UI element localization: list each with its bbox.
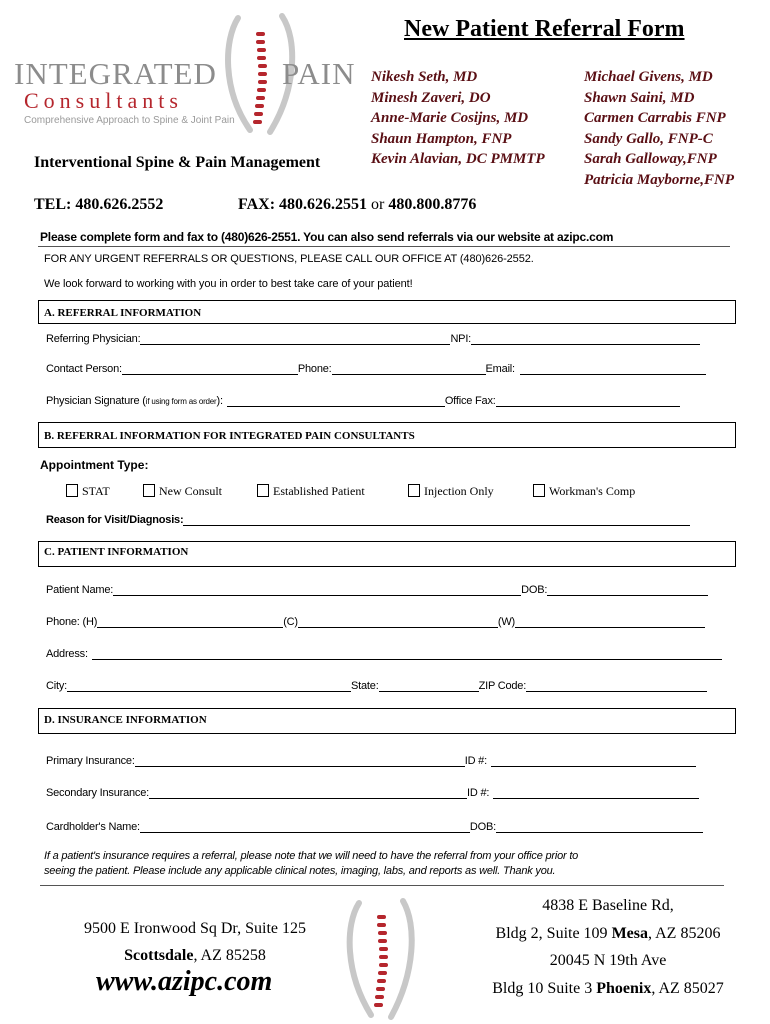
option-label: New Consult: [159, 484, 222, 498]
intro-closing: We look forward to working with you in order to best take care of your patient!: [44, 278, 413, 290]
phone-work-field[interactable]: [515, 617, 705, 628]
cardholder-label: Cardholder's Name:: [46, 821, 140, 833]
cardholder-dob-field[interactable]: [496, 822, 703, 833]
fax-or: or: [371, 196, 385, 213]
doctor-name: Shaun Hampton, FNP: [371, 130, 512, 147]
npi-field[interactable]: [471, 334, 700, 345]
state-label: State:: [351, 680, 379, 692]
primary-id-field[interactable]: [491, 756, 696, 767]
reason-row: [46, 514, 690, 526]
secondary-id-label: ID #:: [467, 787, 490, 799]
option-label: STAT: [82, 484, 110, 498]
section-a-title: A. REFERRAL INFORMATION: [44, 307, 202, 319]
doctor-name: Sandy Gallo, FNP-C: [584, 130, 713, 147]
phone-home-label: Phone: (H): [46, 616, 98, 628]
patient-phone-row: [46, 616, 705, 628]
address-label: Address:: [46, 648, 88, 660]
doctor-name: Patricia Mayborne,FNP: [584, 171, 734, 188]
spine-footer-icon: [343, 893, 419, 1021]
primary-insurance-field[interactable]: [135, 756, 465, 767]
primary-insurance-row: [46, 755, 696, 767]
footer-address-scottsdale: [67, 915, 323, 969]
dob-field[interactable]: [547, 585, 708, 596]
contact-row: [46, 363, 706, 375]
option-new-consult[interactable]: [143, 484, 222, 499]
intro-underline: [38, 246, 730, 247]
mesa-street: 4838 E Baseline Rd,: [542, 897, 674, 914]
fax-numbers: [238, 196, 476, 214]
option-label: Established Patient: [273, 484, 365, 498]
scottsdale-street: 9500 E Ironwood Sq Dr, Suite 125: [83, 920, 306, 937]
signature-row: [46, 395, 680, 407]
cardholder-dob-label: DOB:: [469, 821, 496, 833]
address-field[interactable]: [92, 649, 722, 660]
logo-word-pain: PAIN: [282, 56, 356, 91]
appointment-type-label: Appointment Type:: [40, 458, 149, 472]
phoenix-city-line: [468, 975, 748, 1003]
intro-urgent: FOR ANY URGENT REFERRALS OR QUESTIONS, PLEASE CALL OUR OFFICE AT (480)626-2552.: [44, 253, 534, 265]
scottsdale-city-line: [67, 942, 323, 969]
checkbox[interactable]: [143, 484, 155, 497]
doctor-list-left: [371, 67, 545, 170]
mesa-suite: Bldg 2, Suite 109: [495, 924, 612, 942]
scottsdale-city: Scottsdale: [124, 947, 194, 964]
insurance-note: [44, 849, 578, 879]
patient-name-label: Patient Name:: [46, 584, 114, 596]
city-label: City:: [46, 680, 68, 692]
signature-label-note: if using form as order: [145, 397, 217, 406]
checkbox[interactable]: [66, 484, 78, 497]
office-fax-field[interactable]: [496, 396, 680, 407]
referring-physician-label: Referring Physician:: [46, 333, 141, 345]
website-link[interactable]: www.azipc.com: [96, 966, 273, 997]
checkbox[interactable]: [408, 484, 420, 497]
signature-label: Physician Signature (: [46, 395, 146, 407]
tel-number: TEL: 480.626.2552: [34, 196, 164, 213]
section-d-title: D. INSURANCE INFORMATION: [44, 714, 207, 726]
logo: [14, 10, 364, 145]
logo-tagline: Comprehensive Approach to Spine & Joint Pain: [24, 115, 235, 126]
primary-insurance-label: Primary Insurance:: [46, 755, 135, 767]
doctor-name: Michael Givens, MD: [584, 69, 713, 85]
email-label: Email:: [485, 363, 515, 375]
zip-label: ZIP Code:: [478, 680, 527, 692]
signature-field[interactable]: [227, 396, 445, 407]
phone-cell-label: (C): [283, 616, 298, 628]
phone-cell-field[interactable]: [298, 617, 498, 628]
phoenix-suite: Bldg 10 Suite 3: [492, 979, 597, 997]
city-row: [46, 680, 707, 692]
doctor-name: Carmen Carrabis FNP: [584, 110, 726, 126]
cardholder-field[interactable]: [140, 822, 470, 833]
intro-fax-instructions: Please complete form and fax to (480)626-2551. You can also send referrals via our website at azipc.com: [40, 230, 614, 244]
referring-physician-row: [46, 333, 700, 345]
reason-label: Reason for Visit/Diagnosis:: [46, 514, 184, 526]
contact-person-label: Contact Person:: [46, 363, 122, 375]
phone-work-label: (W): [497, 616, 515, 628]
logo-word-integrated: INTEGRATED: [14, 56, 217, 91]
primary-id-label: ID #:: [464, 755, 487, 767]
state-field[interactable]: [379, 681, 479, 692]
section-b-title: B. REFERRAL INFORMATION FOR INTEGRATED PAIN CONSULTANTS: [44, 430, 415, 442]
city-field[interactable]: [67, 681, 351, 692]
option-workmans-comp[interactable]: [533, 484, 635, 499]
email-field[interactable]: [520, 364, 706, 375]
secondary-insurance-row: [46, 787, 699, 799]
option-established-patient[interactable]: [257, 484, 365, 499]
contact-person-field[interactable]: [122, 364, 298, 375]
footer-divider: [40, 885, 724, 886]
practice-subtitle: Interventional Spine & Pain Management: [34, 154, 321, 171]
reason-field[interactable]: [183, 515, 690, 526]
phoenix-city: Phoenix: [596, 979, 652, 997]
signature-label-end: ):: [216, 395, 223, 407]
doctor-name: Nikesh Seth, MD: [371, 69, 478, 85]
patient-name-field[interactable]: [113, 585, 521, 596]
npi-label: NPI:: [450, 333, 472, 345]
section-c-title: C. PATIENT INFORMATION: [44, 546, 189, 558]
doctor-name: Kevin Alavian, DC PMMTP: [371, 151, 545, 167]
phone-home-field[interactable]: [97, 617, 283, 628]
mesa-state: , AZ 85206: [648, 924, 721, 942]
referring-physician-field[interactable]: [140, 334, 450, 345]
option-injection-only[interactable]: [408, 484, 494, 499]
patient-name-row: [46, 584, 708, 596]
secondary-insurance-label: Secondary Insurance:: [46, 787, 150, 799]
doctor-list-right: [584, 67, 734, 190]
insurance-note-line: If a patient's insurance requires a referral, please note that we will need to have the referral from your office prior to: [44, 850, 579, 862]
scottsdale-state: , AZ 85258: [193, 947, 266, 964]
office-fax-label: Office Fax:: [444, 395, 496, 407]
option-stat[interactable]: [66, 484, 110, 499]
zip-field[interactable]: [526, 681, 707, 692]
phoenix-state: , AZ 85027: [651, 979, 724, 997]
insurance-note-line: seeing the patient. Please include any applicable clinical notes, imaging, labs, and reports as well. Thank you.: [44, 865, 556, 877]
phone-label: Phone:: [297, 363, 332, 375]
fax-number: FAX: 480.626.2551: [238, 196, 368, 213]
form-title: New Patient Referral Form: [404, 16, 685, 42]
option-label: Injection Only: [424, 484, 494, 498]
secondary-insurance-field[interactable]: [149, 788, 467, 799]
dob-label: DOB:: [521, 584, 548, 596]
phone-field[interactable]: [332, 364, 486, 375]
checkbox[interactable]: [257, 484, 269, 497]
address-row: [46, 648, 722, 660]
footer-address-mesa-phoenix: [468, 892, 748, 1002]
mesa-city-line: [468, 920, 748, 948]
option-label: Workman's Comp: [549, 484, 636, 498]
secondary-id-field[interactable]: [493, 788, 699, 799]
doctor-name: Anne-Marie Cosijns, MD: [371, 110, 529, 126]
checkbox[interactable]: [533, 484, 545, 497]
doctor-name: Sarah Galloway,FNP: [584, 151, 717, 167]
doctor-name: Shawn Saini, MD: [584, 89, 695, 106]
cardholder-row: [46, 821, 703, 833]
phoenix-street: 20045 N 19th Ave: [549, 952, 667, 969]
fax-alt-number: 480.800.8776: [388, 196, 477, 213]
logo-word-consultants: Consultants: [24, 88, 183, 113]
mesa-city: Mesa: [611, 924, 648, 942]
doctor-name: Minesh Zaveri, DO: [371, 89, 491, 106]
